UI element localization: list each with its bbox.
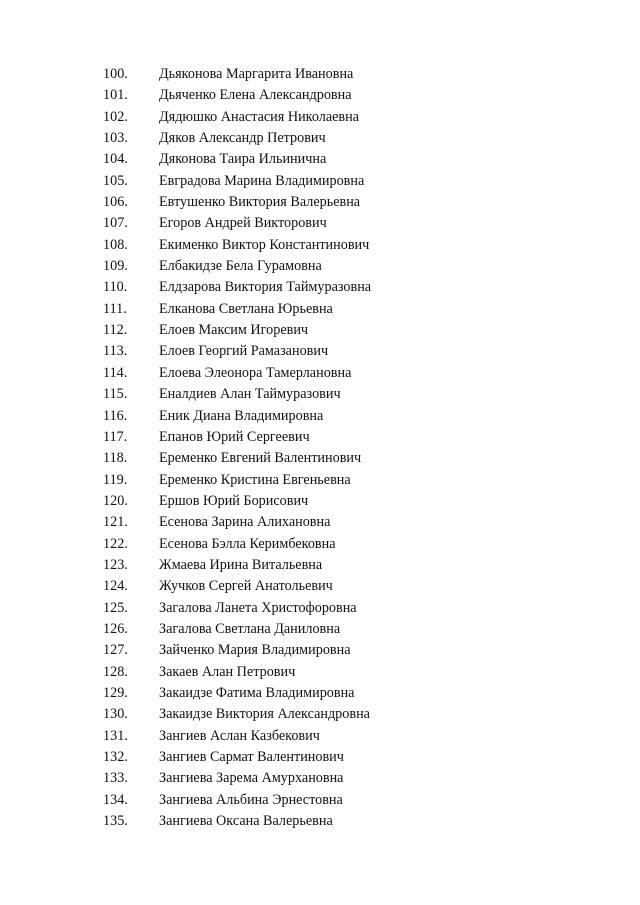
entry-number: 114. <box>103 364 128 381</box>
list-item <box>0 470 640 491</box>
list-item <box>0 213 640 234</box>
entry-name: Жучков Сергей Анатольевич <box>159 578 333 595</box>
list-item <box>0 491 640 512</box>
entry-number: 113. <box>103 343 128 360</box>
entry-name: Загалова Ланета Христофоровна <box>159 599 357 616</box>
list-item <box>0 341 640 362</box>
entry-number: 100. <box>103 66 128 82</box>
entry-number: 118. <box>103 450 128 467</box>
entry-number: 107. <box>103 215 128 232</box>
list-item <box>0 427 640 448</box>
entry-name: Дяконова Таира Ильинична <box>159 151 327 168</box>
entry-number: 127. <box>103 642 128 659</box>
entry-number: 123. <box>103 556 128 573</box>
entry-name: Жмаева Ирина Витальевна <box>159 556 323 573</box>
entry-name: Загалова Светлана Даниловна <box>159 620 341 637</box>
entry-number: 102. <box>103 108 128 125</box>
list-item <box>0 768 640 789</box>
list-item <box>0 683 640 704</box>
list-item <box>0 576 640 597</box>
entry-name: Закаидзе Фатима Владимировна <box>159 684 355 701</box>
entry-number: 112. <box>103 322 128 339</box>
entry-number: 116. <box>103 407 128 424</box>
entry-number: 101. <box>103 87 128 104</box>
list-item <box>0 619 640 640</box>
list-item <box>0 171 640 192</box>
list-item <box>0 726 640 747</box>
list-item <box>0 299 640 320</box>
entry-name: Зангиев Аслан Казбекович <box>159 727 320 744</box>
list-item <box>0 704 640 725</box>
list-item <box>0 534 640 555</box>
list-item <box>0 192 640 213</box>
list-item <box>0 128 640 149</box>
entry-name: Евградова Марина Владимировна <box>159 172 365 189</box>
entry-number: 125. <box>103 599 128 616</box>
entry-number: 110. <box>103 279 128 296</box>
entry-number: 126. <box>103 620 128 637</box>
list-item <box>0 406 640 427</box>
entry-number: 132. <box>103 749 128 765</box>
entry-name: Зангиев Сармат Валентинович <box>159 749 344 765</box>
entry-name: Елоева Элеонора Тамерлановна <box>159 364 352 381</box>
entry-name: Дядюшко Анастасия Николаевна <box>159 108 360 125</box>
entry-number: 124. <box>103 578 128 595</box>
entry-name: Еналдиев Алан Таймуразович <box>159 386 341 403</box>
list-item <box>0 640 640 661</box>
entry-name: Екименко Виктор Константинович <box>159 236 370 253</box>
entry-name: Епанов Юрий Сергеевич <box>159 428 310 445</box>
entry-number: 117. <box>103 428 128 445</box>
entry-name: Зайченко Мария Владимировна <box>159 642 351 659</box>
entry-name: Евтушенко Виктория Валерьевна <box>159 194 361 211</box>
entry-name: Елоев Георгий Рамазанович <box>159 343 329 360</box>
entry-number: 106. <box>103 194 128 211</box>
entry-name: Ершов Юрий Борисович <box>159 492 309 509</box>
list-item <box>0 555 640 576</box>
entry-number: 121. <box>103 514 128 531</box>
entry-name: Елбакидзе Бела Гурамовна <box>159 258 322 275</box>
list-item <box>0 598 640 619</box>
list-item <box>0 64 640 85</box>
entry-name: Еременко Кристина Евгеньевна <box>159 471 351 488</box>
entry-number: 131. <box>103 727 128 744</box>
entry-name: Еник Диана Владимировна <box>159 407 324 424</box>
entry-number: 119. <box>103 471 128 488</box>
entry-number: 130. <box>103 706 128 723</box>
list-item <box>0 811 640 832</box>
entry-name: Закаидзе Виктория Александровна <box>159 706 370 723</box>
entry-number: 111. <box>103 300 127 317</box>
entry-name: Зангиева Зарема Амурхановна <box>159 770 344 787</box>
list-item <box>0 790 640 811</box>
entry-number: 122. <box>103 535 128 552</box>
list-item <box>0 662 640 683</box>
entry-number: 133. <box>103 770 128 787</box>
entry-name: Егоров Андрей Викторович <box>159 215 327 232</box>
entry-number: 134. <box>103 791 128 808</box>
entry-name: Дьяченко Елена Александровна <box>159 87 352 104</box>
list-item <box>0 85 640 106</box>
entry-name: Дяков Александр Петрович <box>159 130 326 147</box>
list-item <box>0 747 640 768</box>
entry-name: Есенова Бэлла Керимбековна <box>159 535 336 552</box>
entry-number: 128. <box>103 663 128 680</box>
entry-name: Елдзарова Виктория Таймуразовна <box>159 279 372 296</box>
entry-number: 103. <box>103 130 128 147</box>
list-item <box>0 277 640 298</box>
entry-number: 109. <box>103 258 128 275</box>
list-item <box>0 384 640 405</box>
entry-number: 115. <box>103 386 128 403</box>
entry-name: Дьяконова Маргарита Ивановна <box>159 66 354 82</box>
list-item <box>0 107 640 128</box>
list-item <box>0 235 640 256</box>
entry-name: Зангиева Оксана Валерьевна <box>159 813 333 830</box>
entry-number: 135. <box>103 813 128 830</box>
entry-name: Елоев Максим Игоревич <box>159 322 309 339</box>
list-item <box>0 448 640 469</box>
entry-name: Елканова Светлана Юрьевна <box>159 300 333 317</box>
list-item <box>0 256 640 277</box>
entry-number: 129. <box>103 684 128 701</box>
list-item <box>0 149 640 170</box>
entry-name: Закаев Алан Петрович <box>159 663 296 680</box>
list-item <box>0 320 640 341</box>
list-item <box>0 363 640 384</box>
entry-name: Зангиева Альбина Эрнестовна <box>159 791 343 808</box>
entry-name: Есенова Зарина Алихановна <box>159 514 331 531</box>
entry-number: 108. <box>103 236 128 253</box>
entry-number: 104. <box>103 151 128 168</box>
entry-number: 120. <box>103 492 128 509</box>
entry-name: Еременко Евгений Валентинович <box>159 450 362 467</box>
list-item <box>0 512 640 533</box>
name-list <box>0 64 640 832</box>
entry-number: 105. <box>103 172 128 189</box>
